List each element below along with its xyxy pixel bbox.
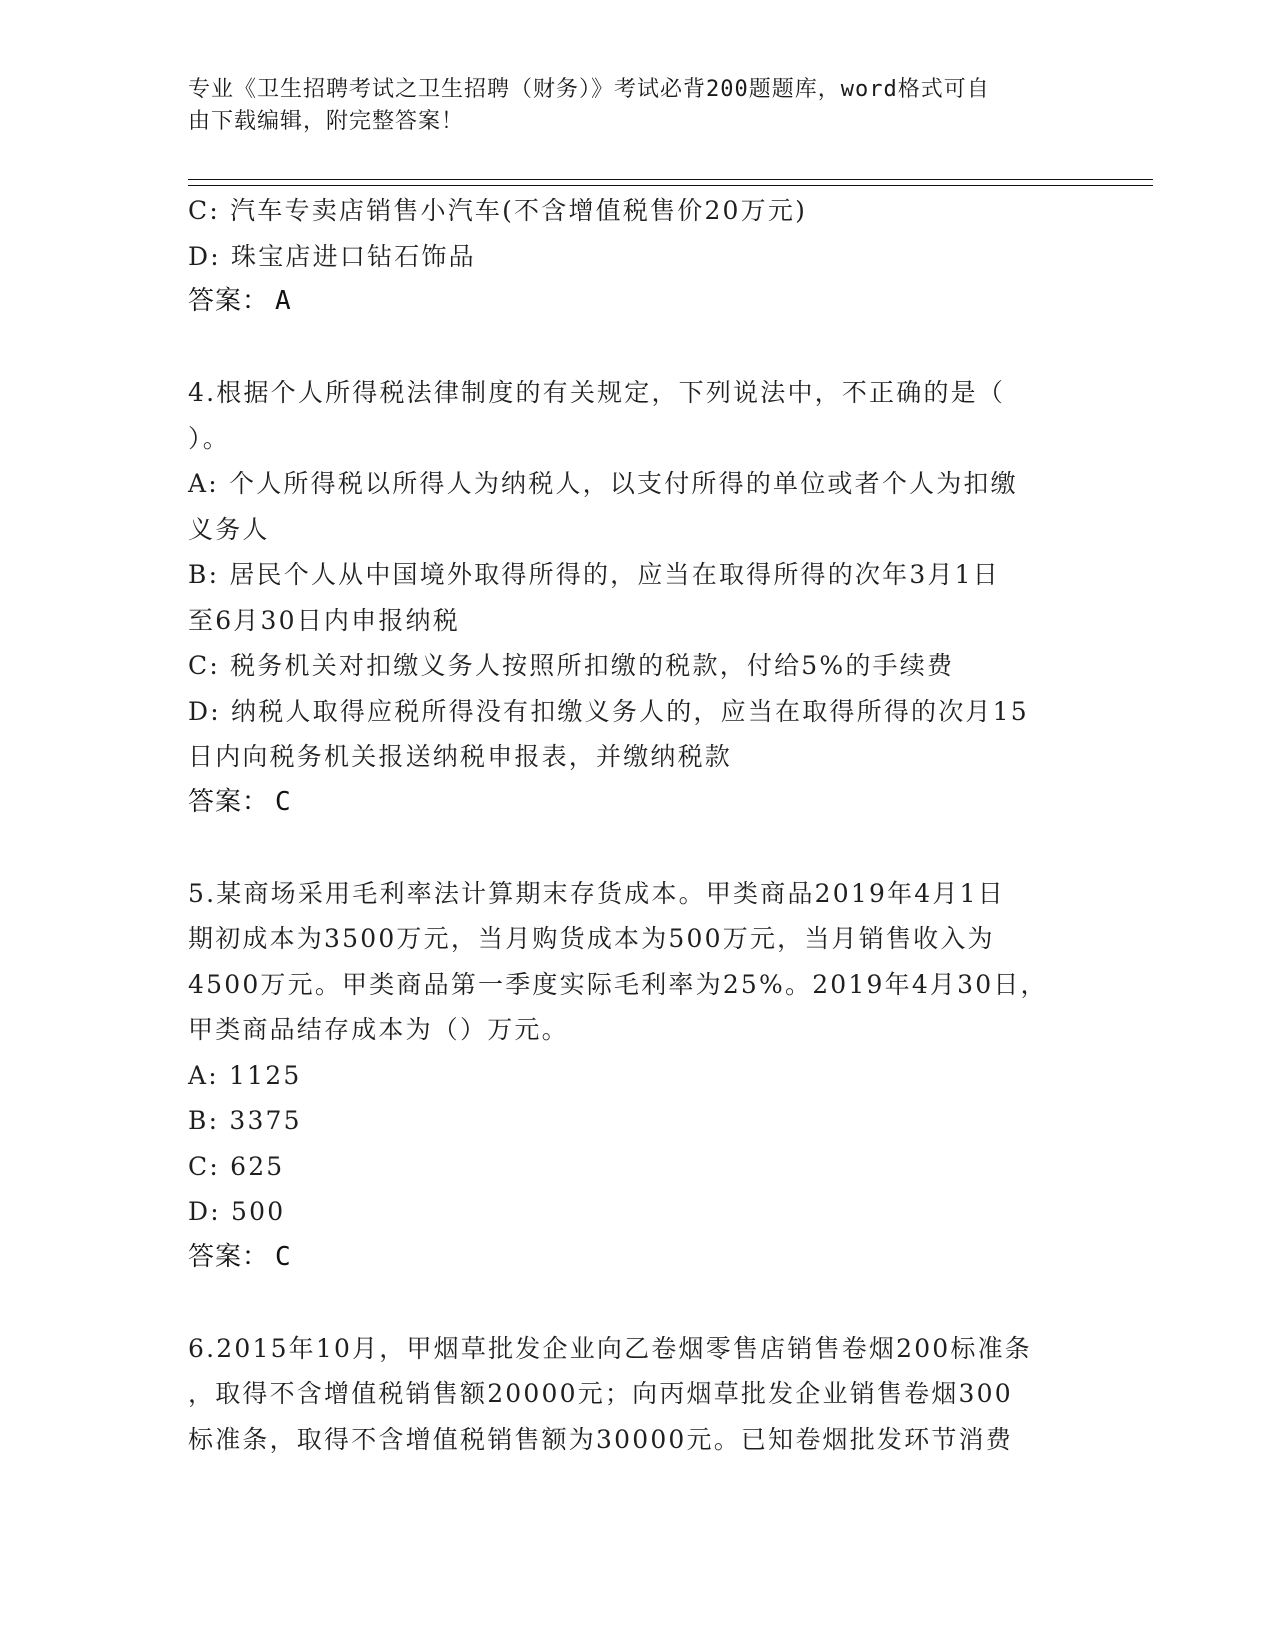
question-4-option-d-line-2: 日内向税务机关报送纳税申报表，并缴纳税款 <box>188 742 733 771</box>
header-divider-top <box>188 179 1153 180</box>
question-5-option-d: D: 500 <box>188 1197 286 1226</box>
header-title-line-1: 专业《卫生招聘考试之卫生招聘（财务）》考试必背200题题库，word格式可自 <box>188 77 990 102</box>
answer-label: 答案： <box>188 1241 270 1272</box>
answer-value: A <box>275 286 292 316</box>
question-4-option-c: C: 税务机关对扣缴义务人按照所扣缴的税款，付给5%的手续费 <box>188 651 955 680</box>
question-content <box>188 188 1088 1462</box>
question-5-stem-line-1: 5.某商场采用毛利率法计算期末存货成本。甲类商品2019年4月1日 <box>188 878 1005 908</box>
answer-value: C <box>275 786 292 817</box>
question-5 <box>188 871 1088 1281</box>
question-5-stem-line-4: 甲类商品结存成本为（）万元。 <box>188 1015 569 1044</box>
answer-label: 答案： <box>188 286 270 316</box>
question-5-stem-line-3: 4500万元。甲类商品第一季度实际毛利率为25%。2019年4月30日， <box>188 969 1048 999</box>
question-4-option-a-line-1: A: 个人所得税以所得人为纳税人，以支付所得的单位或者个人为扣缴 <box>188 469 1018 498</box>
question-3-tail <box>188 188 1088 325</box>
question-4-option-b-line-2: 至6月30日内申报纳税 <box>188 605 460 635</box>
question-5-option-c: C: 625 <box>188 1151 285 1181</box>
document-header <box>188 74 1078 138</box>
question-4-option-d-line-1: D: 纳税人取得应税所得没有扣缴义务人的，应当在取得所得的次月15 <box>188 696 1029 726</box>
question-spacer <box>188 825 1088 871</box>
question-5-option-b: B: 3375 <box>188 1106 302 1135</box>
header-divider-bottom <box>188 185 1153 186</box>
question-4-answer <box>188 780 1088 826</box>
question-5-answer <box>188 1235 1088 1281</box>
question-6-stem-line-1: 6.2015年10月，甲烟草批发企业向乙卷烟零售店销售卷烟200标准条 <box>188 1333 1033 1363</box>
question-spacer <box>188 325 1088 371</box>
answer-label: 答案： <box>188 786 270 817</box>
question-6-stem-line-3: 标准条，取得不含增值税销售额为30000元。已知卷烟批发环节消费 <box>188 1424 1013 1454</box>
question-spacer <box>188 1280 1088 1326</box>
question-5-stem-line-2: 期初成本为3500万元，当月购货成本为500万元，当月销售收入为 <box>188 924 995 953</box>
question-3-answer <box>188 279 1088 325</box>
answer-value: C <box>275 1241 292 1272</box>
question-6 <box>188 1326 1088 1463</box>
question-6-stem-line-2: ，取得不含增值税销售额20000元；向丙烟草批发企业销售卷烟300 <box>188 1379 1013 1408</box>
question-5-option-a: A: 1125 <box>188 1060 302 1090</box>
question-4-stem-line-2: ）。 <box>188 423 230 453</box>
question-3-option-c: C: 汽车专卖店销售小汽车(不含增值税售价20万元) <box>188 196 808 225</box>
question-4-option-b-line-1: B: 居民个人从中国境外取得所得的，应当在取得所得的次年3月1日 <box>188 560 1000 589</box>
header-title-line-2: 由下载编辑，附完整答案！ <box>188 109 465 134</box>
question-4-stem-line-1: 4.根据个人所得税法律制度的有关规定，下列说法中，不正确的是（ <box>188 378 1006 407</box>
question-4 <box>188 370 1088 825</box>
question-3-option-d: D: 珠宝店进口钻石饰品 <box>188 241 476 271</box>
question-4-option-a-line-2: 义务人 <box>188 514 270 544</box>
